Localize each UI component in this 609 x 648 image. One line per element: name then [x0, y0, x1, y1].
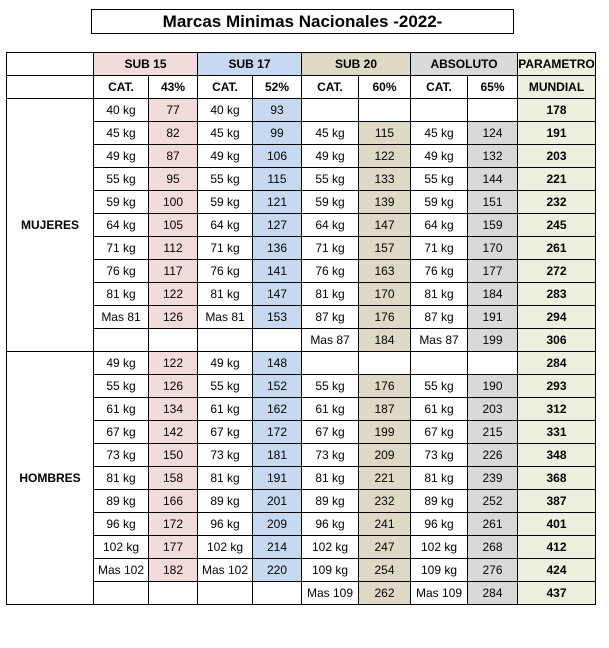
corner-cell-2	[7, 76, 94, 99]
cat-sub15: 81 kg	[94, 283, 149, 306]
value-absoluto: 261	[468, 513, 518, 536]
value-sub15: 126	[149, 306, 198, 329]
value-sub15: 134	[149, 398, 198, 421]
value-sub20: 170	[359, 283, 411, 306]
value-absoluto: 190	[468, 375, 518, 398]
cat-sub20: 59 kg	[302, 191, 359, 214]
value-sub17: 148	[253, 352, 302, 375]
cat-sub17: 49 kg	[198, 145, 253, 168]
cat-absoluto: 102 kg	[411, 536, 468, 559]
value-sub15: 87	[149, 145, 198, 168]
table-row	[7, 145, 596, 168]
value-sub20: 139	[359, 191, 411, 214]
cat-sub15: Mas 102	[94, 559, 149, 582]
cat-absoluto	[411, 99, 468, 122]
table-row	[7, 214, 596, 237]
percent-header-sub20: 60%	[359, 76, 411, 99]
cat-absoluto: 109 kg	[411, 559, 468, 582]
value-sub17: 99	[253, 122, 302, 145]
value-sub17: 220	[253, 559, 302, 582]
value-absoluto: 276	[468, 559, 518, 582]
group-header-absoluto: ABSOLUTO	[411, 53, 518, 76]
value-sub20	[359, 352, 411, 375]
table-row	[7, 559, 596, 582]
mundial-header: MUNDIAL	[518, 76, 596, 99]
cat-sub15: 81 kg	[94, 467, 149, 490]
value-parametro: 348	[518, 444, 596, 467]
cat-sub20: 109 kg	[302, 559, 359, 582]
table-row	[7, 444, 596, 467]
value-parametro: 191	[518, 122, 596, 145]
group-header-sub15: SUB 15	[94, 53, 198, 76]
cat-sub20: 87 kg	[302, 306, 359, 329]
cat-sub20: 81 kg	[302, 283, 359, 306]
value-parametro: 203	[518, 145, 596, 168]
value-absoluto: 159	[468, 214, 518, 237]
value-parametro: 437	[518, 582, 596, 605]
value-absoluto: 284	[468, 582, 518, 605]
table-row	[7, 191, 596, 214]
value-sub20: 209	[359, 444, 411, 467]
cat-absoluto: 64 kg	[411, 214, 468, 237]
cat-sub17	[198, 329, 253, 352]
value-parametro: 261	[518, 237, 596, 260]
cat-absoluto: 55 kg	[411, 375, 468, 398]
table-row	[7, 260, 596, 283]
value-sub17: 191	[253, 467, 302, 490]
value-absoluto: 268	[468, 536, 518, 559]
value-parametro: 178	[518, 99, 596, 122]
value-sub17: 172	[253, 421, 302, 444]
cat-sub15: Mas 81	[94, 306, 149, 329]
value-absoluto: 170	[468, 237, 518, 260]
value-parametro: 401	[518, 513, 596, 536]
cat-header-sub15: CAT.	[94, 76, 149, 99]
value-absoluto: 199	[468, 329, 518, 352]
cat-sub15: 59 kg	[94, 191, 149, 214]
value-sub20: 176	[359, 375, 411, 398]
value-sub15: 126	[149, 375, 198, 398]
value-sub17: 152	[253, 375, 302, 398]
cat-absoluto: Mas 109	[411, 582, 468, 605]
cat-sub20: 76 kg	[302, 260, 359, 283]
table-row	[7, 513, 596, 536]
table-row	[7, 122, 596, 145]
value-sub15: 122	[149, 283, 198, 306]
value-sub17: 209	[253, 513, 302, 536]
table-row	[7, 398, 596, 421]
value-parametro: 283	[518, 283, 596, 306]
value-parametro: 368	[518, 467, 596, 490]
value-sub15: 172	[149, 513, 198, 536]
value-sub15: 158	[149, 467, 198, 490]
value-parametro: 387	[518, 490, 596, 513]
table-row	[7, 168, 596, 191]
table-row	[7, 329, 596, 352]
value-sub17: 214	[253, 536, 302, 559]
value-absoluto	[468, 352, 518, 375]
value-sub20: 254	[359, 559, 411, 582]
cat-sub20: 67 kg	[302, 421, 359, 444]
value-absoluto: 151	[468, 191, 518, 214]
table-row	[7, 306, 596, 329]
value-sub20: 147	[359, 214, 411, 237]
value-sub15: 117	[149, 260, 198, 283]
value-absoluto: 252	[468, 490, 518, 513]
value-sub17: 127	[253, 214, 302, 237]
cat-sub17: 55 kg	[198, 375, 253, 398]
cat-sub20: 73 kg	[302, 444, 359, 467]
value-parametro: 284	[518, 352, 596, 375]
cat-sub15: 55 kg	[94, 168, 149, 191]
value-absoluto: 132	[468, 145, 518, 168]
value-sub20: 262	[359, 582, 411, 605]
value-sub15	[149, 329, 198, 352]
cat-absoluto: 76 kg	[411, 260, 468, 283]
cat-sub15: 73 kg	[94, 444, 149, 467]
marks-table	[6, 52, 596, 605]
value-sub17: 136	[253, 237, 302, 260]
cat-sub17: 76 kg	[198, 260, 253, 283]
cat-sub20: Mas 87	[302, 329, 359, 352]
cat-absoluto	[411, 352, 468, 375]
value-sub20: 184	[359, 329, 411, 352]
cat-sub15: 76 kg	[94, 260, 149, 283]
table-row	[7, 582, 596, 605]
percent-header-sub17: 52%	[253, 76, 302, 99]
value-sub15: 166	[149, 490, 198, 513]
value-parametro: 312	[518, 398, 596, 421]
section-label-hombres: HOMBRES	[7, 352, 94, 605]
percent-header-sub15: 43%	[149, 76, 198, 99]
cat-absoluto: 61 kg	[411, 398, 468, 421]
value-sub17: 147	[253, 283, 302, 306]
group-header-sub17: SUB 17	[198, 53, 302, 76]
group-header-row	[7, 53, 596, 76]
percent-header-absoluto: 65%	[468, 76, 518, 99]
cat-absoluto: 96 kg	[411, 513, 468, 536]
cat-sub15: 49 kg	[94, 145, 149, 168]
cat-sub20: 61 kg	[302, 398, 359, 421]
cat-absoluto: Mas 87	[411, 329, 468, 352]
value-parametro: 232	[518, 191, 596, 214]
value-parametro: 294	[518, 306, 596, 329]
cat-sub20	[302, 99, 359, 122]
value-absoluto: 144	[468, 168, 518, 191]
value-sub20	[359, 99, 411, 122]
value-sub17: 106	[253, 145, 302, 168]
cat-sub20	[302, 352, 359, 375]
value-absoluto: 124	[468, 122, 518, 145]
value-parametro: 221	[518, 168, 596, 191]
cat-absoluto: 81 kg	[411, 283, 468, 306]
value-sub20: 163	[359, 260, 411, 283]
cat-sub17: 89 kg	[198, 490, 253, 513]
cat-absoluto: 73 kg	[411, 444, 468, 467]
table-row	[7, 421, 596, 444]
cat-sub17: 81 kg	[198, 467, 253, 490]
cat-sub20: Mas 109	[302, 582, 359, 605]
value-sub15: 77	[149, 99, 198, 122]
cat-sub20: 96 kg	[302, 513, 359, 536]
value-absoluto: 177	[468, 260, 518, 283]
cat-sub20: 45 kg	[302, 122, 359, 145]
cat-sub17: Mas 102	[198, 559, 253, 582]
value-absoluto: 184	[468, 283, 518, 306]
value-sub17: 181	[253, 444, 302, 467]
value-parametro: 412	[518, 536, 596, 559]
cat-sub17: Mas 81	[198, 306, 253, 329]
value-sub17	[253, 329, 302, 352]
cat-absoluto: 89 kg	[411, 490, 468, 513]
value-sub20: 122	[359, 145, 411, 168]
value-parametro: 293	[518, 375, 596, 398]
table-row	[7, 237, 596, 260]
cat-sub17: 67 kg	[198, 421, 253, 444]
value-sub15: 95	[149, 168, 198, 191]
value-sub20: 247	[359, 536, 411, 559]
cat-sub17	[198, 582, 253, 605]
value-sub15: 100	[149, 191, 198, 214]
cat-absoluto: 55 kg	[411, 168, 468, 191]
cat-header-sub17: CAT.	[198, 76, 253, 99]
cat-sub20: 102 kg	[302, 536, 359, 559]
cat-sub17: 59 kg	[198, 191, 253, 214]
value-sub17: 153	[253, 306, 302, 329]
value-parametro: 272	[518, 260, 596, 283]
cat-absoluto: 59 kg	[411, 191, 468, 214]
cat-sub15: 71 kg	[94, 237, 149, 260]
value-sub20: 232	[359, 490, 411, 513]
section-label-mujeres: MUJERES	[7, 99, 94, 352]
table-row	[7, 490, 596, 513]
value-sub20: 221	[359, 467, 411, 490]
value-sub15: 122	[149, 352, 198, 375]
page-title: Marcas Minimas Nacionales -2022-	[91, 9, 514, 34]
cat-sub15: 64 kg	[94, 214, 149, 237]
cat-sub17: 71 kg	[198, 237, 253, 260]
value-sub15: 150	[149, 444, 198, 467]
value-parametro: 331	[518, 421, 596, 444]
cat-sub15	[94, 582, 149, 605]
value-absoluto: 226	[468, 444, 518, 467]
value-parametro: 306	[518, 329, 596, 352]
value-absoluto: 191	[468, 306, 518, 329]
value-parametro: 424	[518, 559, 596, 582]
table-row	[7, 99, 596, 122]
value-sub17: 162	[253, 398, 302, 421]
corner-cell	[7, 53, 94, 76]
cat-sub15: 45 kg	[94, 122, 149, 145]
cat-sub15: 61 kg	[94, 398, 149, 421]
value-sub17: 201	[253, 490, 302, 513]
cat-absoluto: 45 kg	[411, 122, 468, 145]
table-row	[7, 283, 596, 306]
cat-absoluto: 87 kg	[411, 306, 468, 329]
value-absoluto: 239	[468, 467, 518, 490]
cat-sub17: 40 kg	[198, 99, 253, 122]
value-sub20: 199	[359, 421, 411, 444]
value-absoluto: 215	[468, 421, 518, 444]
cat-sub17: 96 kg	[198, 513, 253, 536]
table-row	[7, 536, 596, 559]
cat-sub17: 64 kg	[198, 214, 253, 237]
value-absoluto: 203	[468, 398, 518, 421]
cat-sub20: 55 kg	[302, 168, 359, 191]
value-sub20: 133	[359, 168, 411, 191]
cat-sub17: 73 kg	[198, 444, 253, 467]
cat-sub15: 96 kg	[94, 513, 149, 536]
table-row	[7, 467, 596, 490]
value-sub15	[149, 582, 198, 605]
cat-absoluto: 71 kg	[411, 237, 468, 260]
value-sub20: 187	[359, 398, 411, 421]
table-row	[7, 352, 596, 375]
value-sub20: 241	[359, 513, 411, 536]
cat-absoluto: 49 kg	[411, 145, 468, 168]
cat-sub20: 81 kg	[302, 467, 359, 490]
cat-sub17: 55 kg	[198, 168, 253, 191]
cat-sub15: 102 kg	[94, 536, 149, 559]
cat-sub17: 81 kg	[198, 283, 253, 306]
cat-sub17: 45 kg	[198, 122, 253, 145]
cat-header-absoluto: CAT.	[411, 76, 468, 99]
value-sub20: 157	[359, 237, 411, 260]
cat-sub15: 67 kg	[94, 421, 149, 444]
cat-sub15: 40 kg	[94, 99, 149, 122]
value-sub15: 177	[149, 536, 198, 559]
cat-header-sub20: CAT.	[302, 76, 359, 99]
cat-sub20: 49 kg	[302, 145, 359, 168]
cat-sub15: 89 kg	[94, 490, 149, 513]
value-sub20: 176	[359, 306, 411, 329]
cat-sub20: 55 kg	[302, 375, 359, 398]
cat-absoluto: 67 kg	[411, 421, 468, 444]
sub-header-row	[7, 76, 596, 99]
cat-sub17: 49 kg	[198, 352, 253, 375]
value-sub20: 115	[359, 122, 411, 145]
value-sub17: 93	[253, 99, 302, 122]
cat-sub20: 64 kg	[302, 214, 359, 237]
value-sub17	[253, 582, 302, 605]
cat-sub20: 89 kg	[302, 490, 359, 513]
cat-sub20: 71 kg	[302, 237, 359, 260]
parametro-header: PARAMETRO	[518, 53, 596, 76]
value-sub15: 182	[149, 559, 198, 582]
cat-sub17: 102 kg	[198, 536, 253, 559]
group-header-sub20: SUB 20	[302, 53, 411, 76]
value-sub17: 141	[253, 260, 302, 283]
cat-sub15: 55 kg	[94, 375, 149, 398]
cat-sub17: 61 kg	[198, 398, 253, 421]
value-sub15: 82	[149, 122, 198, 145]
value-absoluto	[468, 99, 518, 122]
value-sub15: 142	[149, 421, 198, 444]
cat-sub15	[94, 329, 149, 352]
cat-sub15: 49 kg	[94, 352, 149, 375]
value-parametro: 245	[518, 214, 596, 237]
value-sub15: 112	[149, 237, 198, 260]
value-sub15: 105	[149, 214, 198, 237]
cat-absoluto: 81 kg	[411, 467, 468, 490]
value-sub17: 121	[253, 191, 302, 214]
table-row	[7, 375, 596, 398]
value-sub17: 115	[253, 168, 302, 191]
